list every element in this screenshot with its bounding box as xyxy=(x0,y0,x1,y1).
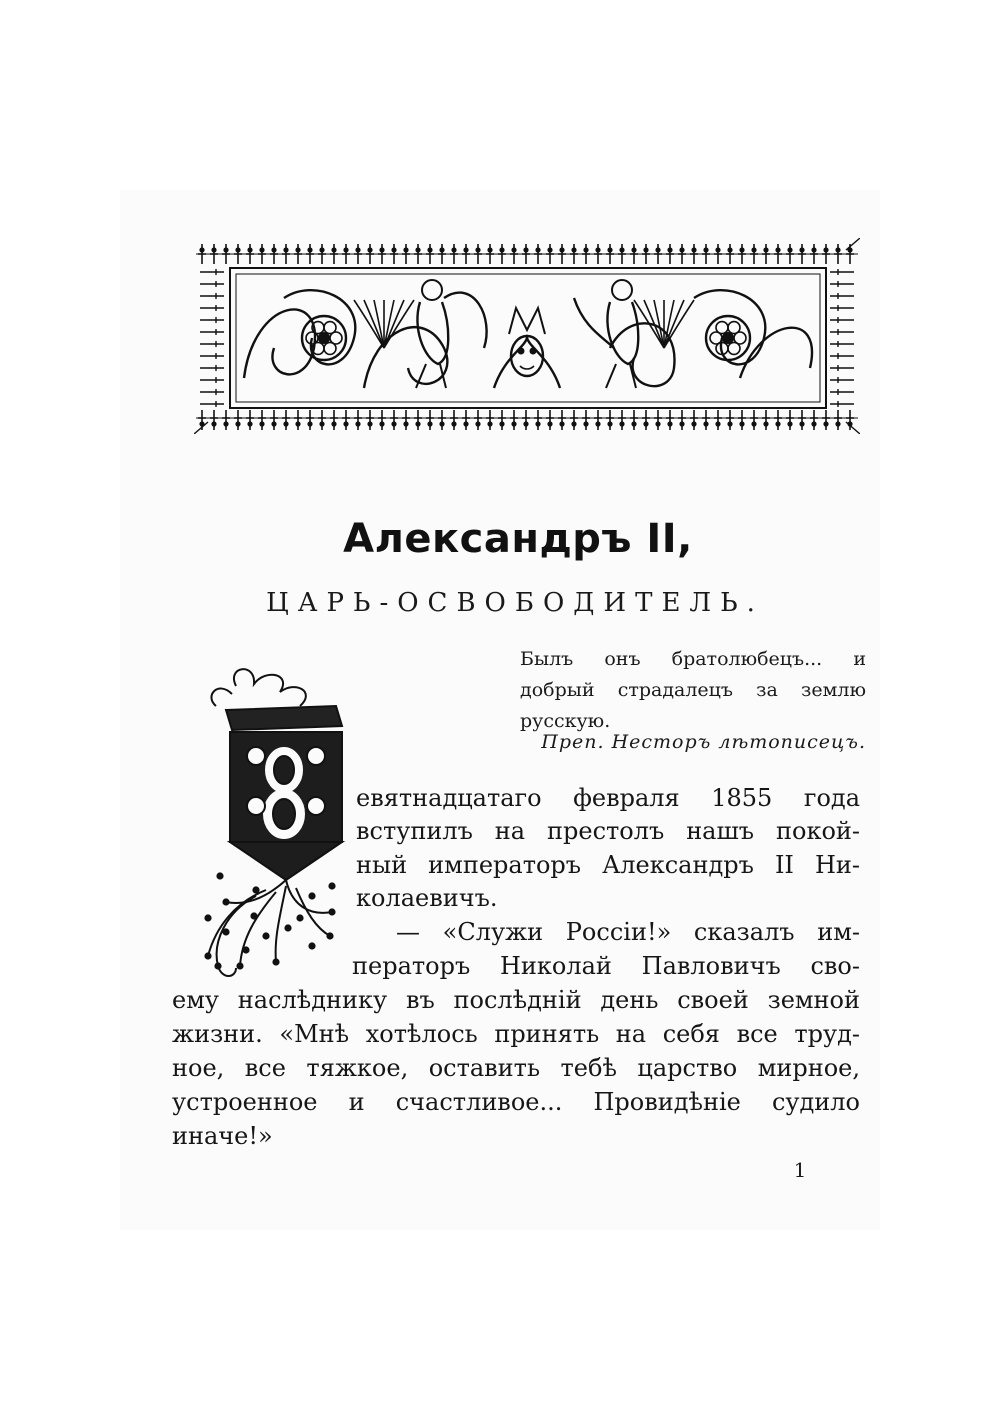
decorated-initial-letter xyxy=(196,666,358,984)
body-line: вступилъ на престолъ нашъ покой- xyxy=(356,817,860,845)
body-line: жизни. «Мнѣ хотѣлось принять на себя все труд- xyxy=(172,1020,860,1048)
page-subtitle: ЦАРЬ-ОСВОБОДИТЕЛЬ. xyxy=(266,588,764,618)
epigraph-line: Былъ онъ братолюбецъ... и xyxy=(520,648,866,670)
body-line: иначе!» xyxy=(172,1122,273,1150)
body-line: ное, все тяжкое, оставить тебѣ царство мирное, xyxy=(172,1054,860,1082)
epigraph-source: Преп. Несторъ лѣтописецъ. xyxy=(541,731,866,753)
epigraph-line: добрый страдалецъ за землю xyxy=(520,679,866,701)
body-line: евятнадцатаго февраля 1855 года xyxy=(356,784,860,812)
body-line: ему наслѣднику въ послѣдній день своей земной xyxy=(172,986,860,1014)
epigraph-line: русскую. xyxy=(520,710,611,732)
body-line: колаевичъ. xyxy=(356,884,498,912)
body-line: — «Служи Россіи!» сказалъ им- xyxy=(396,918,860,946)
body-line: устроенное и счастливое... Провидѣніе судило xyxy=(172,1088,860,1116)
page-number: 1 xyxy=(793,1158,807,1182)
ornamental-headpiece xyxy=(194,238,860,434)
body-line: ный императоръ Александръ II Ни- xyxy=(356,851,860,879)
body-line: ператоръ Николай Павловичъ сво- xyxy=(352,952,860,980)
page-title: Александръ II, xyxy=(343,516,693,562)
epigraph xyxy=(520,644,866,737)
